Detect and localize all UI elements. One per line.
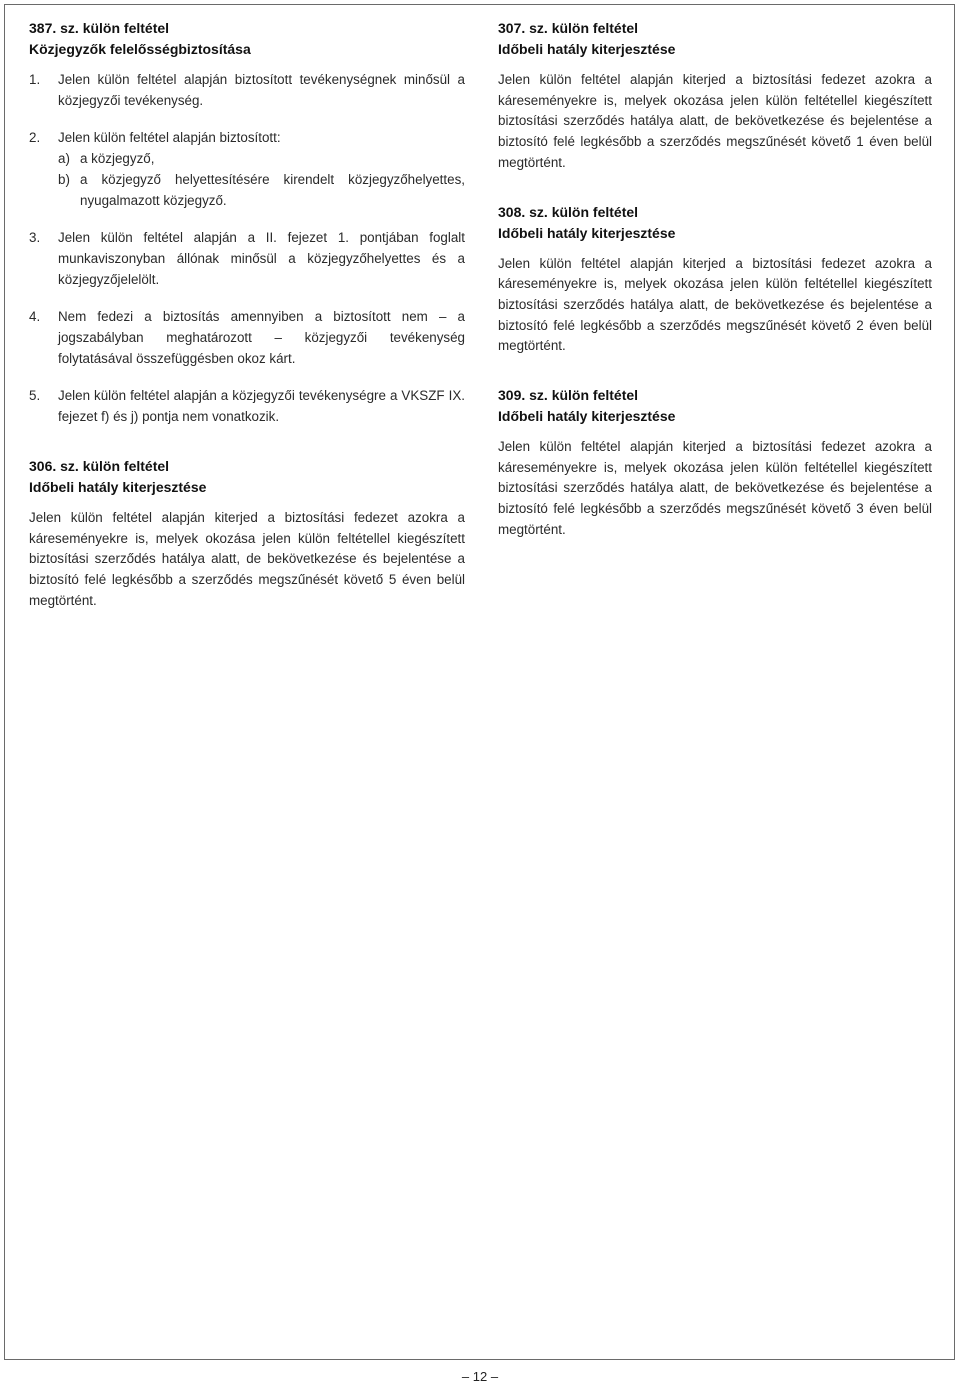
section-306-title: Időbeli hatály kiterjesztése xyxy=(29,478,207,495)
section-387-item-5 xyxy=(29,386,465,427)
left-column xyxy=(29,18,465,639)
section-308-title: Időbeli hatály kiterjesztése xyxy=(498,224,676,241)
sub-text: a közjegyző helyettesítésére kirendelt közjegyzőhelyettes, nyugalmazott közjegyző. xyxy=(80,171,465,208)
section-387-item-1 xyxy=(29,70,465,111)
item-text: Jelen külön feltétel alapján a közjegyzői tevékenységre a VKSZF IX. fejezet f) és j) pontja nem vonatkozik. xyxy=(58,388,465,425)
section-387-item-3 xyxy=(29,228,465,290)
section-308 xyxy=(498,202,932,358)
sub-label: a) xyxy=(58,151,70,167)
item-text: Nem fedezi a biztosítás amennyiben a biztosított nem – a jogszabályban meghatározott – közjegyzői tevékenység folytatásával összefüggésben okoz kárt. xyxy=(58,309,465,366)
section-387-item-4 xyxy=(29,307,465,369)
section-309-text: Jelen külön feltétel alapján kiterjed a biztosítási fedezet azokra a káreseményekre is, melyek okozása jelen külön feltétellel kiegészített biztosítási szerződés hatálya alatt, de bekövetkezése és bejelentése a biztosító felé legkésőbb a szerződés megszűnését követő 3 éven belül megtörtént. xyxy=(498,439,932,537)
item-number: 1. xyxy=(29,72,41,87)
sub-item-b xyxy=(58,170,465,211)
item-body xyxy=(58,128,465,211)
section-306 xyxy=(29,456,465,612)
right-column xyxy=(498,18,932,569)
section-387-title: Közjegyzők felelősségbiztosítása xyxy=(29,41,251,57)
section-387-item-2 xyxy=(29,128,465,211)
section-308-number: 308. sz. külön feltétel xyxy=(498,203,639,220)
section-309-number: 309. sz. külön feltétel xyxy=(498,387,639,404)
sub-text: a közjegyző, xyxy=(80,151,155,167)
item-number: 4. xyxy=(29,309,41,325)
section-307-text: Jelen külön feltétel alapján kiterjed a biztosítási fedezet azokra a káreseményekre is, melyek okozása jelen külön feltétellel kiegészített biztosítási szerződés hatálya alatt, de bekövetkezése és bejelentése a biztosító felé legkésőbb a szerződés megszűnését követő 1 éven belül megtörtént. xyxy=(498,72,932,170)
section-306-number: 306. sz. külön feltétel xyxy=(29,457,170,474)
section-387-number: 387. sz. külön feltétel xyxy=(29,20,170,36)
item-number: 2. xyxy=(29,130,41,146)
section-387 xyxy=(29,18,465,428)
item-text: Jelen külön feltétel alapján biztosított: xyxy=(58,130,281,146)
section-309 xyxy=(498,385,932,541)
page-number: – 12 – xyxy=(461,1369,499,1384)
section-306-text: Jelen külön feltétel alapján kiterjed a biztosítási fedezet azokra a káreseményekre is, melyek okozása jelen külön feltétellel kiegészített biztosítási szerződés hatálya alatt, de bekövetkezése és bejelentése a biztosító felé legkésőbb a szerződés megszűnését követő 5 éven belül megtörtént. xyxy=(29,509,465,608)
sub-item-a xyxy=(58,149,465,170)
section-307-number: 307. sz. külön feltétel xyxy=(498,20,639,36)
sub-list xyxy=(58,149,465,211)
item-number: 3. xyxy=(29,230,41,246)
section-307 xyxy=(498,18,932,174)
section-309-title: Időbeli hatály kiterjesztése xyxy=(498,408,676,425)
item-text: Jelen külön feltétel alapján a II. fejezet 1. pontjában foglalt munkaviszonyban állónak minősül a közjegyzőhelyettes és a közjegyzőjelelölt. xyxy=(58,230,465,287)
section-308-text: Jelen külön feltétel alapján kiterjed a biztosítási fedezet azokra a káreseményekre is, melyek okozása jelen külön feltétellel kiegészített biztosítási szerződés hatálya alatt, de bekövetkezése és bejelentése a biztosító felé legkésőbb a szerződés megszűnését követő 2 éven belül megtörtént. xyxy=(498,255,932,354)
item-text: Jelen külön feltétel alapján biztosított tevékenységnek minősül a közjegyzői tevékenység. xyxy=(58,72,465,108)
section-307-title: Időbeli hatály kiterjesztése xyxy=(498,41,676,57)
sub-label: b) xyxy=(58,171,70,187)
item-number: 5. xyxy=(29,388,41,404)
